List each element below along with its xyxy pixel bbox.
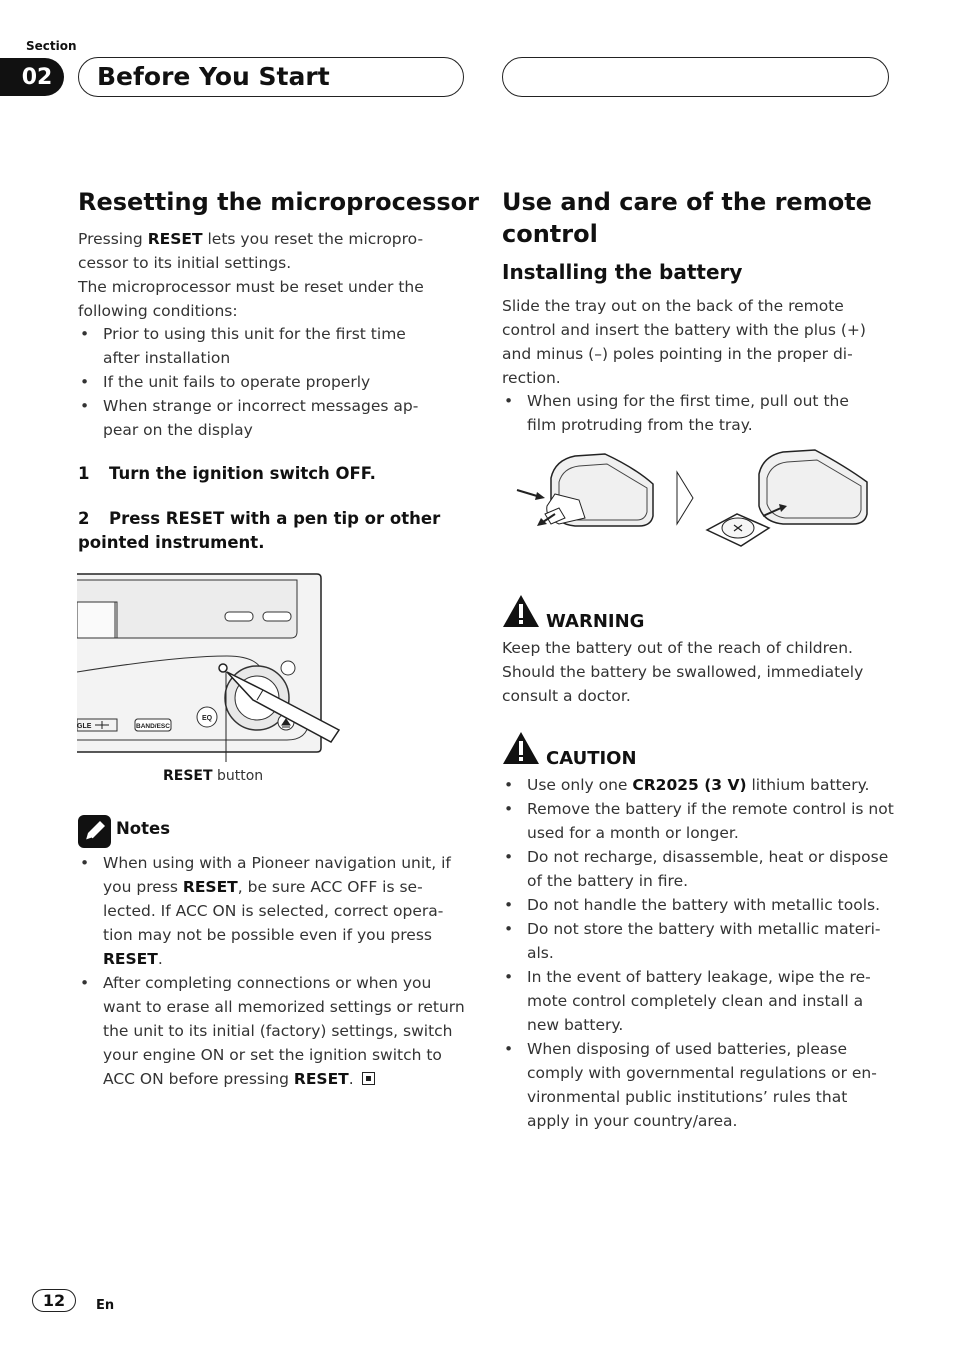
list-item: • Do not store the battery with metallic materi- als. [502,917,894,965]
reset-figure [77,572,347,762]
list-item: • After completing connections or when you want to erase all memorized settings or return the unit to its initial (factory) settings, switch your engine ON or set the ignition switch to ACC ON before pressing RESET. [78,971,468,1091]
left-button-label: GLE [77,723,92,730]
reset-button-caption: RESET button [163,768,264,784]
section-label: Section [26,39,77,53]
page-title: Before You Start [78,57,464,97]
warning-icon [502,594,540,628]
notes-title: Notes [116,819,171,838]
installing-battery-subheading: Installing the battery [502,260,743,284]
language-code: En [96,1298,115,1313]
caution-list [502,773,894,1133]
list-item: • If the unit fails to operate properly [78,370,458,394]
list-item: • Prior to using this unit for the first time after installation [78,322,458,370]
list-item: • When disposing of used batteries, please comply with governmental regulations or en- vironmental public institutions’ rules that apply in your country/area. [502,1037,894,1133]
warning-text: Keep the battery out of the reach of children. Should the battery be swallowed, immediately consult a doctor. [502,639,864,705]
list-item: • Use only one CR2025 (3 V) lithium battery. [502,773,894,797]
list-item: • When using with a Pioneer navigation unit, if you press RESET, be sure ACC OFF is se- lected. If ACC ON is selected, correct opera- tion may not be possible even if you press RESET. [78,851,468,971]
reset-conditions-list [78,322,458,442]
eq-button-label: EQ [201,715,213,722]
end-mark-icon [362,1072,375,1085]
reset-intro: Pressing RESET lets you reset the micropro- cessor to its initial settings. The microprocessor must be reset under the following conditions: [78,230,424,320]
caution-icon [502,731,540,765]
page-number: 12 [32,1289,76,1312]
remote-heading: Use and care of the remote control [502,188,872,248]
list-item: • Remove the battery if the remote control is not used for a month or longer. [502,797,894,845]
list-item: • Do not handle the battery with metallic tools. [502,893,894,917]
band-button-label: BAND/ESC [136,723,170,730]
battery-bullet-list [502,389,892,437]
step-1: 1 Turn the ignition switch OFF. [78,464,376,483]
section-number-badge: 02 [0,58,64,96]
header-blank-pill [502,57,889,97]
warning-title: WARNING [546,611,645,632]
list-item: • Do not recharge, disassemble, heat or dispose of the battery in fire. [502,845,894,893]
caution-title: CAUTION [546,748,637,769]
list-item: • When using for the first time, pull out the film protruding from the tray. [502,389,892,437]
step-2: 2 Press RESET with a pen tip or other pointed instrument. [78,509,441,552]
notes-icon [78,815,111,848]
list-item: • When strange or incorrect messages ap- pear on the display [78,394,458,442]
list-item: • In the event of battery leakage, wipe the re- mote control completely clean and install a new battery. [502,965,894,1037]
reset-heading: Resetting the microprocessor [78,188,479,216]
battery-paragraph: Slide the tray out on the back of the remote control and insert the battery with the plus (+) and minus (–) poles pointing in the proper di- rection. [502,297,866,387]
battery-figure [515,448,875,558]
notes-list [78,851,468,1091]
